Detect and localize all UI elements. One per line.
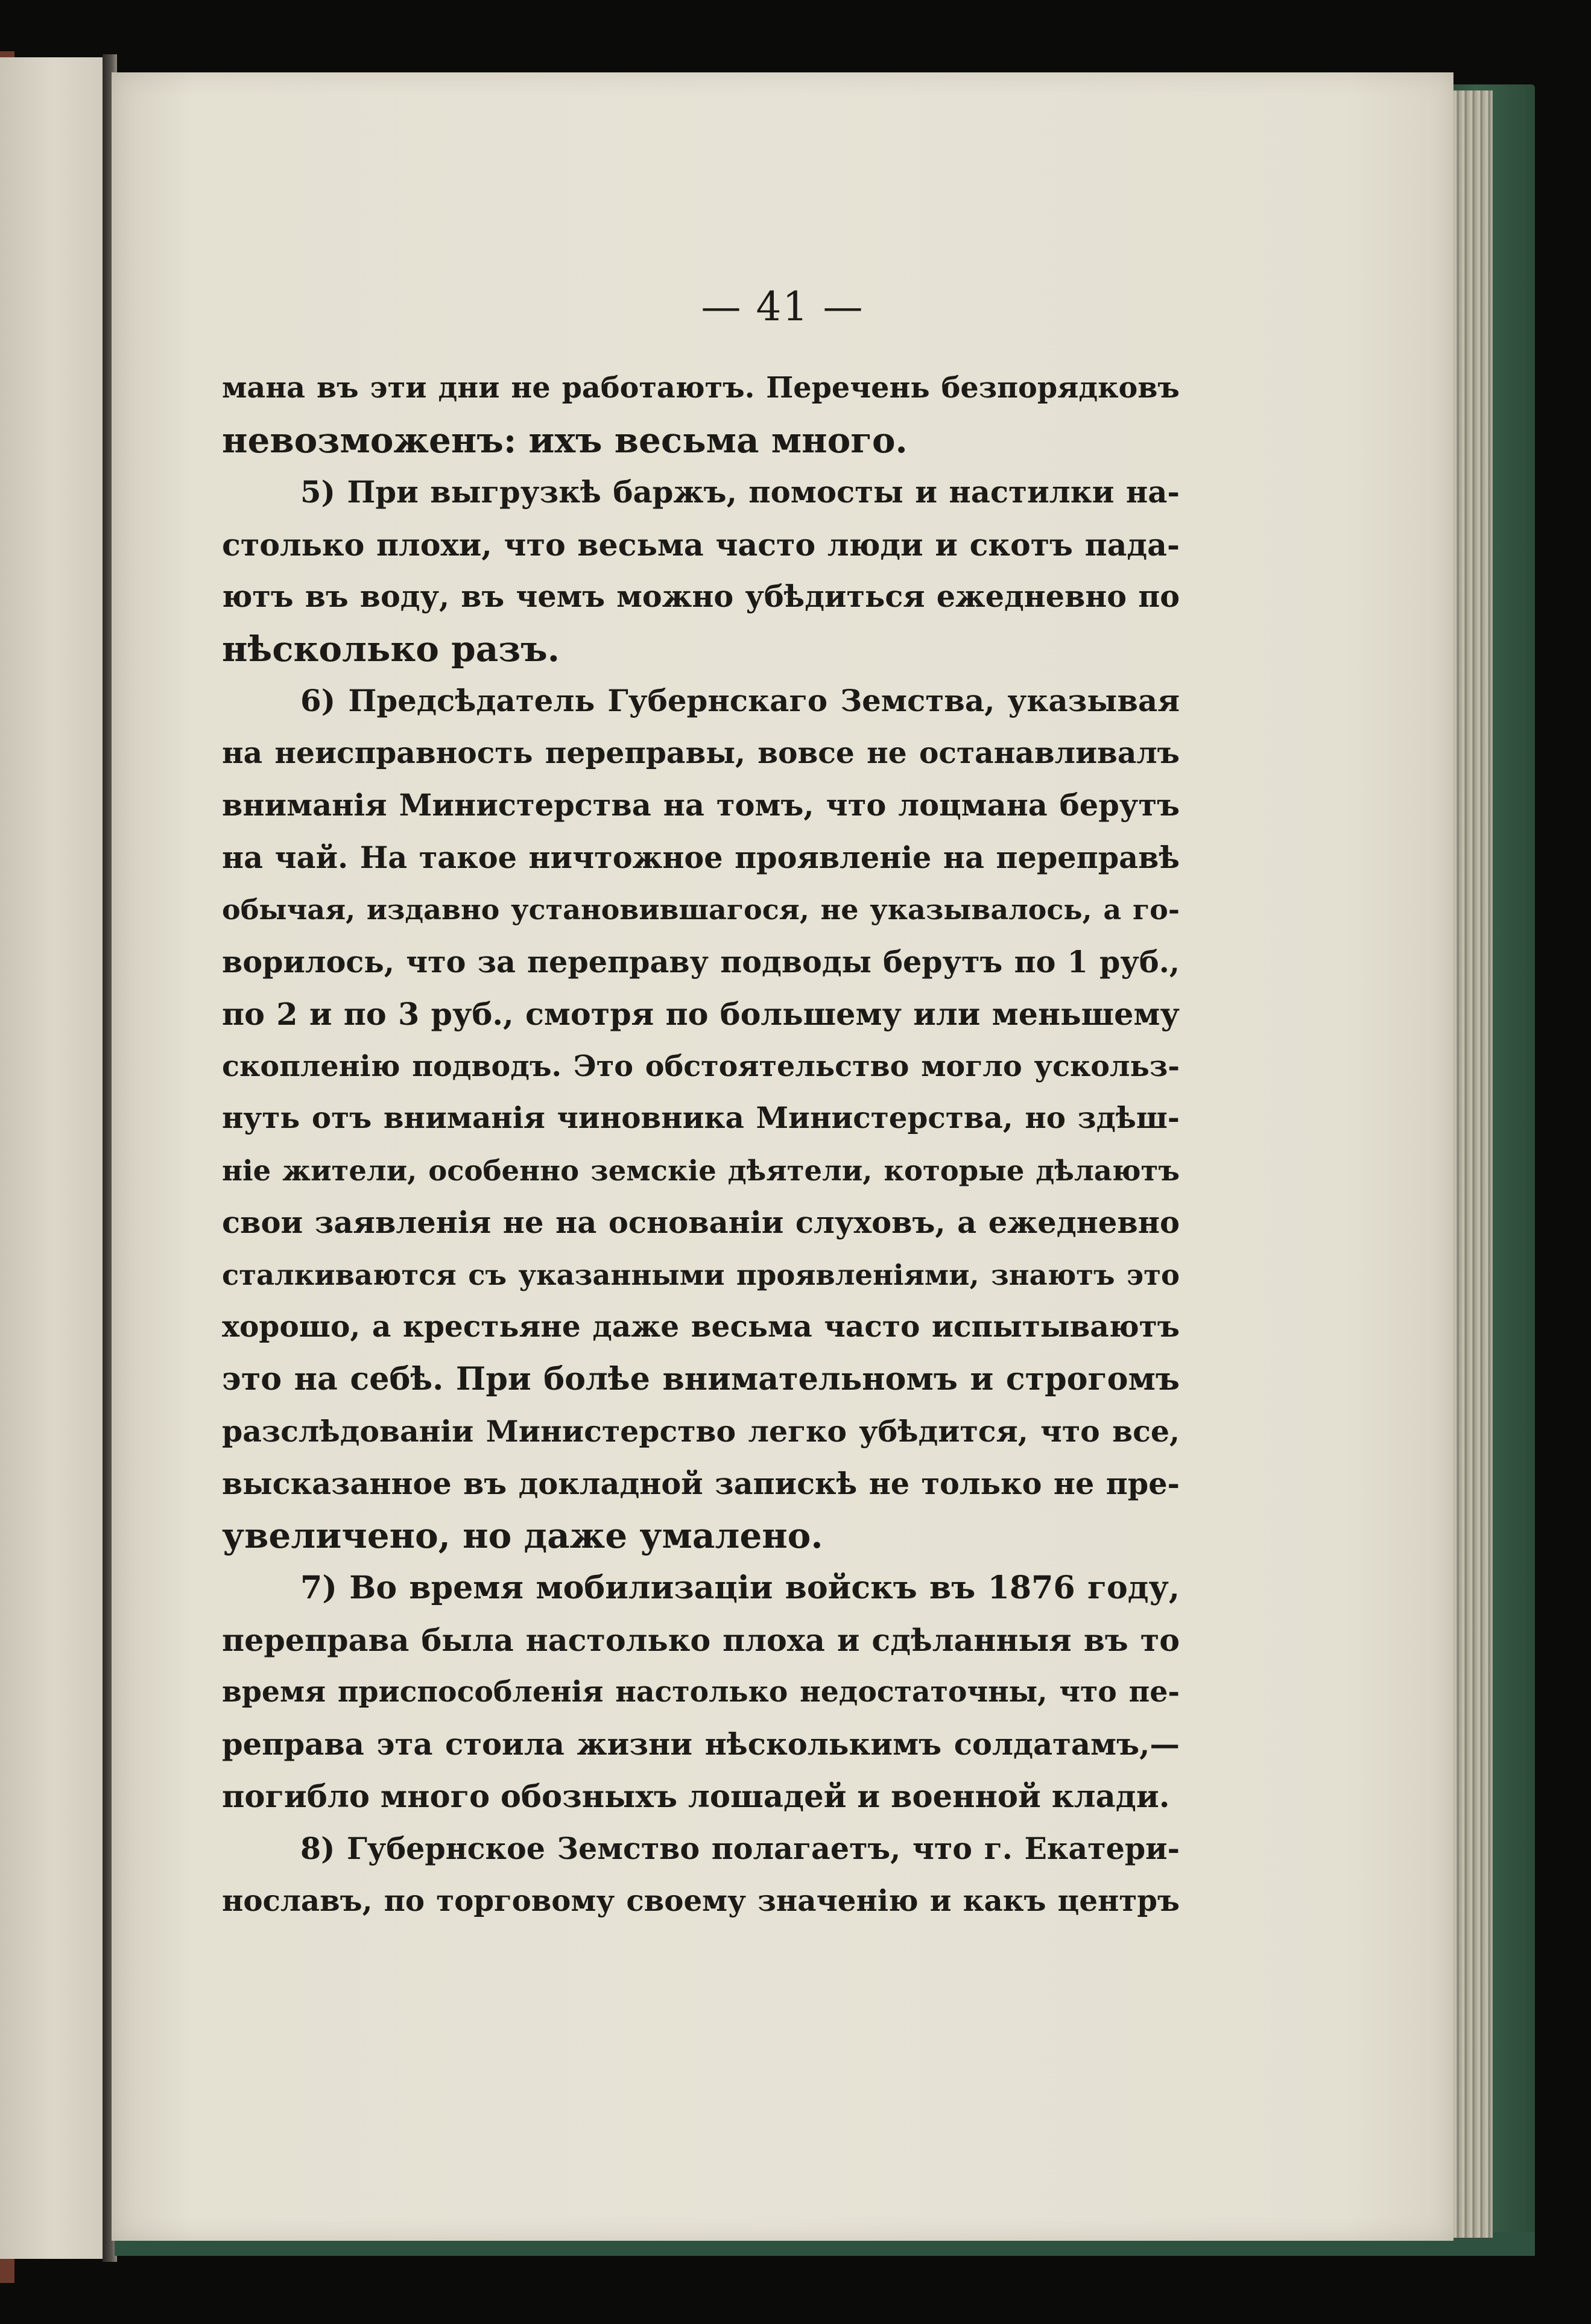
text-line: нѣсколько разъ. [222,628,560,670]
text-line: на неисправность переправы, вовсе не останавливалъ [222,735,1180,770]
text-line: на чай. На такое ничтожное проявленіе на переправѣ [222,840,1180,875]
text-line: ворилось, что за переправу подводы берутъ по 1 руб., [222,944,1180,980]
text-line: время приспособленія настолько недостаточны, что пе- [222,1675,1180,1709]
text-line: мана въ эти дни не работаютъ. Перечень безпорядковъ [222,371,1180,405]
left-page-edge [0,57,109,2259]
text-line: свои заявленія не на основаніи слуховъ, а ежедневно [222,1205,1180,1240]
text-line: переправа была настолько плоха и сдѣланныя въ то [222,1622,1180,1658]
text-line: нуть отъ вниманія чиновника Министерства, но здѣш- [222,1101,1180,1135]
text-line: ніе жители, особенно земскіе дѣятели, которые дѣлаютъ [222,1153,1180,1187]
text-line: обычая, издавно установившагося, не указывалось, а го- [222,893,1180,926]
text-line: 7) Во время мобилизаціи войскъ въ 1876 году, [300,1569,1180,1606]
text-line: сталкиваются съ указанными проявленіями, знаютъ это [222,1258,1180,1291]
text-line: 5) При выгрузкѣ баржъ, помосты и настилки на- [300,474,1180,510]
text-line: разслѣдованіи Министерство легко убѣдится, что все, [222,1414,1180,1449]
text-line: ютъ въ воду, въ чемъ можно убѣдиться ежедневно по [222,579,1180,614]
text-line: скопленію подводъ. Это обстоятельство могло ускольз- [222,1049,1180,1083]
text-line: увеличено, но даже умалено. [222,1515,823,1556]
body-text [222,362,1180,1927]
text-line: реправа эта стоила жизни нѣсколькимъ солдатамъ,— [222,1726,1180,1762]
text-line: вниманія Министерства на томъ, что лоцмана берутъ [222,788,1180,823]
text-line: столько плохи, что весьма часто люди и скотъ пада- [222,526,1180,563]
text-line: невозможенъ: ихъ весьма много. [222,419,908,461]
text-line: 8) Губернское Земство полагаетъ, что г. Екатери- [300,1831,1180,1866]
page-number: — 41 — [701,283,864,330]
text-line: это на себѣ. При болѣе внимательномъ и строгомъ [222,1360,1180,1398]
text-line: хорошо, а крестьяне даже весьма часто испытываютъ [222,1309,1180,1344]
text-line: нославъ, по торговому своему значенію и какъ центръ [222,1884,1180,1918]
text-line: погибло много обозныхъ лошадей и военной клади. [222,1778,1170,1815]
text-line: 6) Предсѣдатель Губернскаго Земства, указывая [300,683,1180,718]
text-line: по 2 и по 3 руб., смотря по большему или меньшему [222,996,1180,1032]
text-line: высказанное въ докладной запискѣ не только не пре- [222,1466,1180,1501]
